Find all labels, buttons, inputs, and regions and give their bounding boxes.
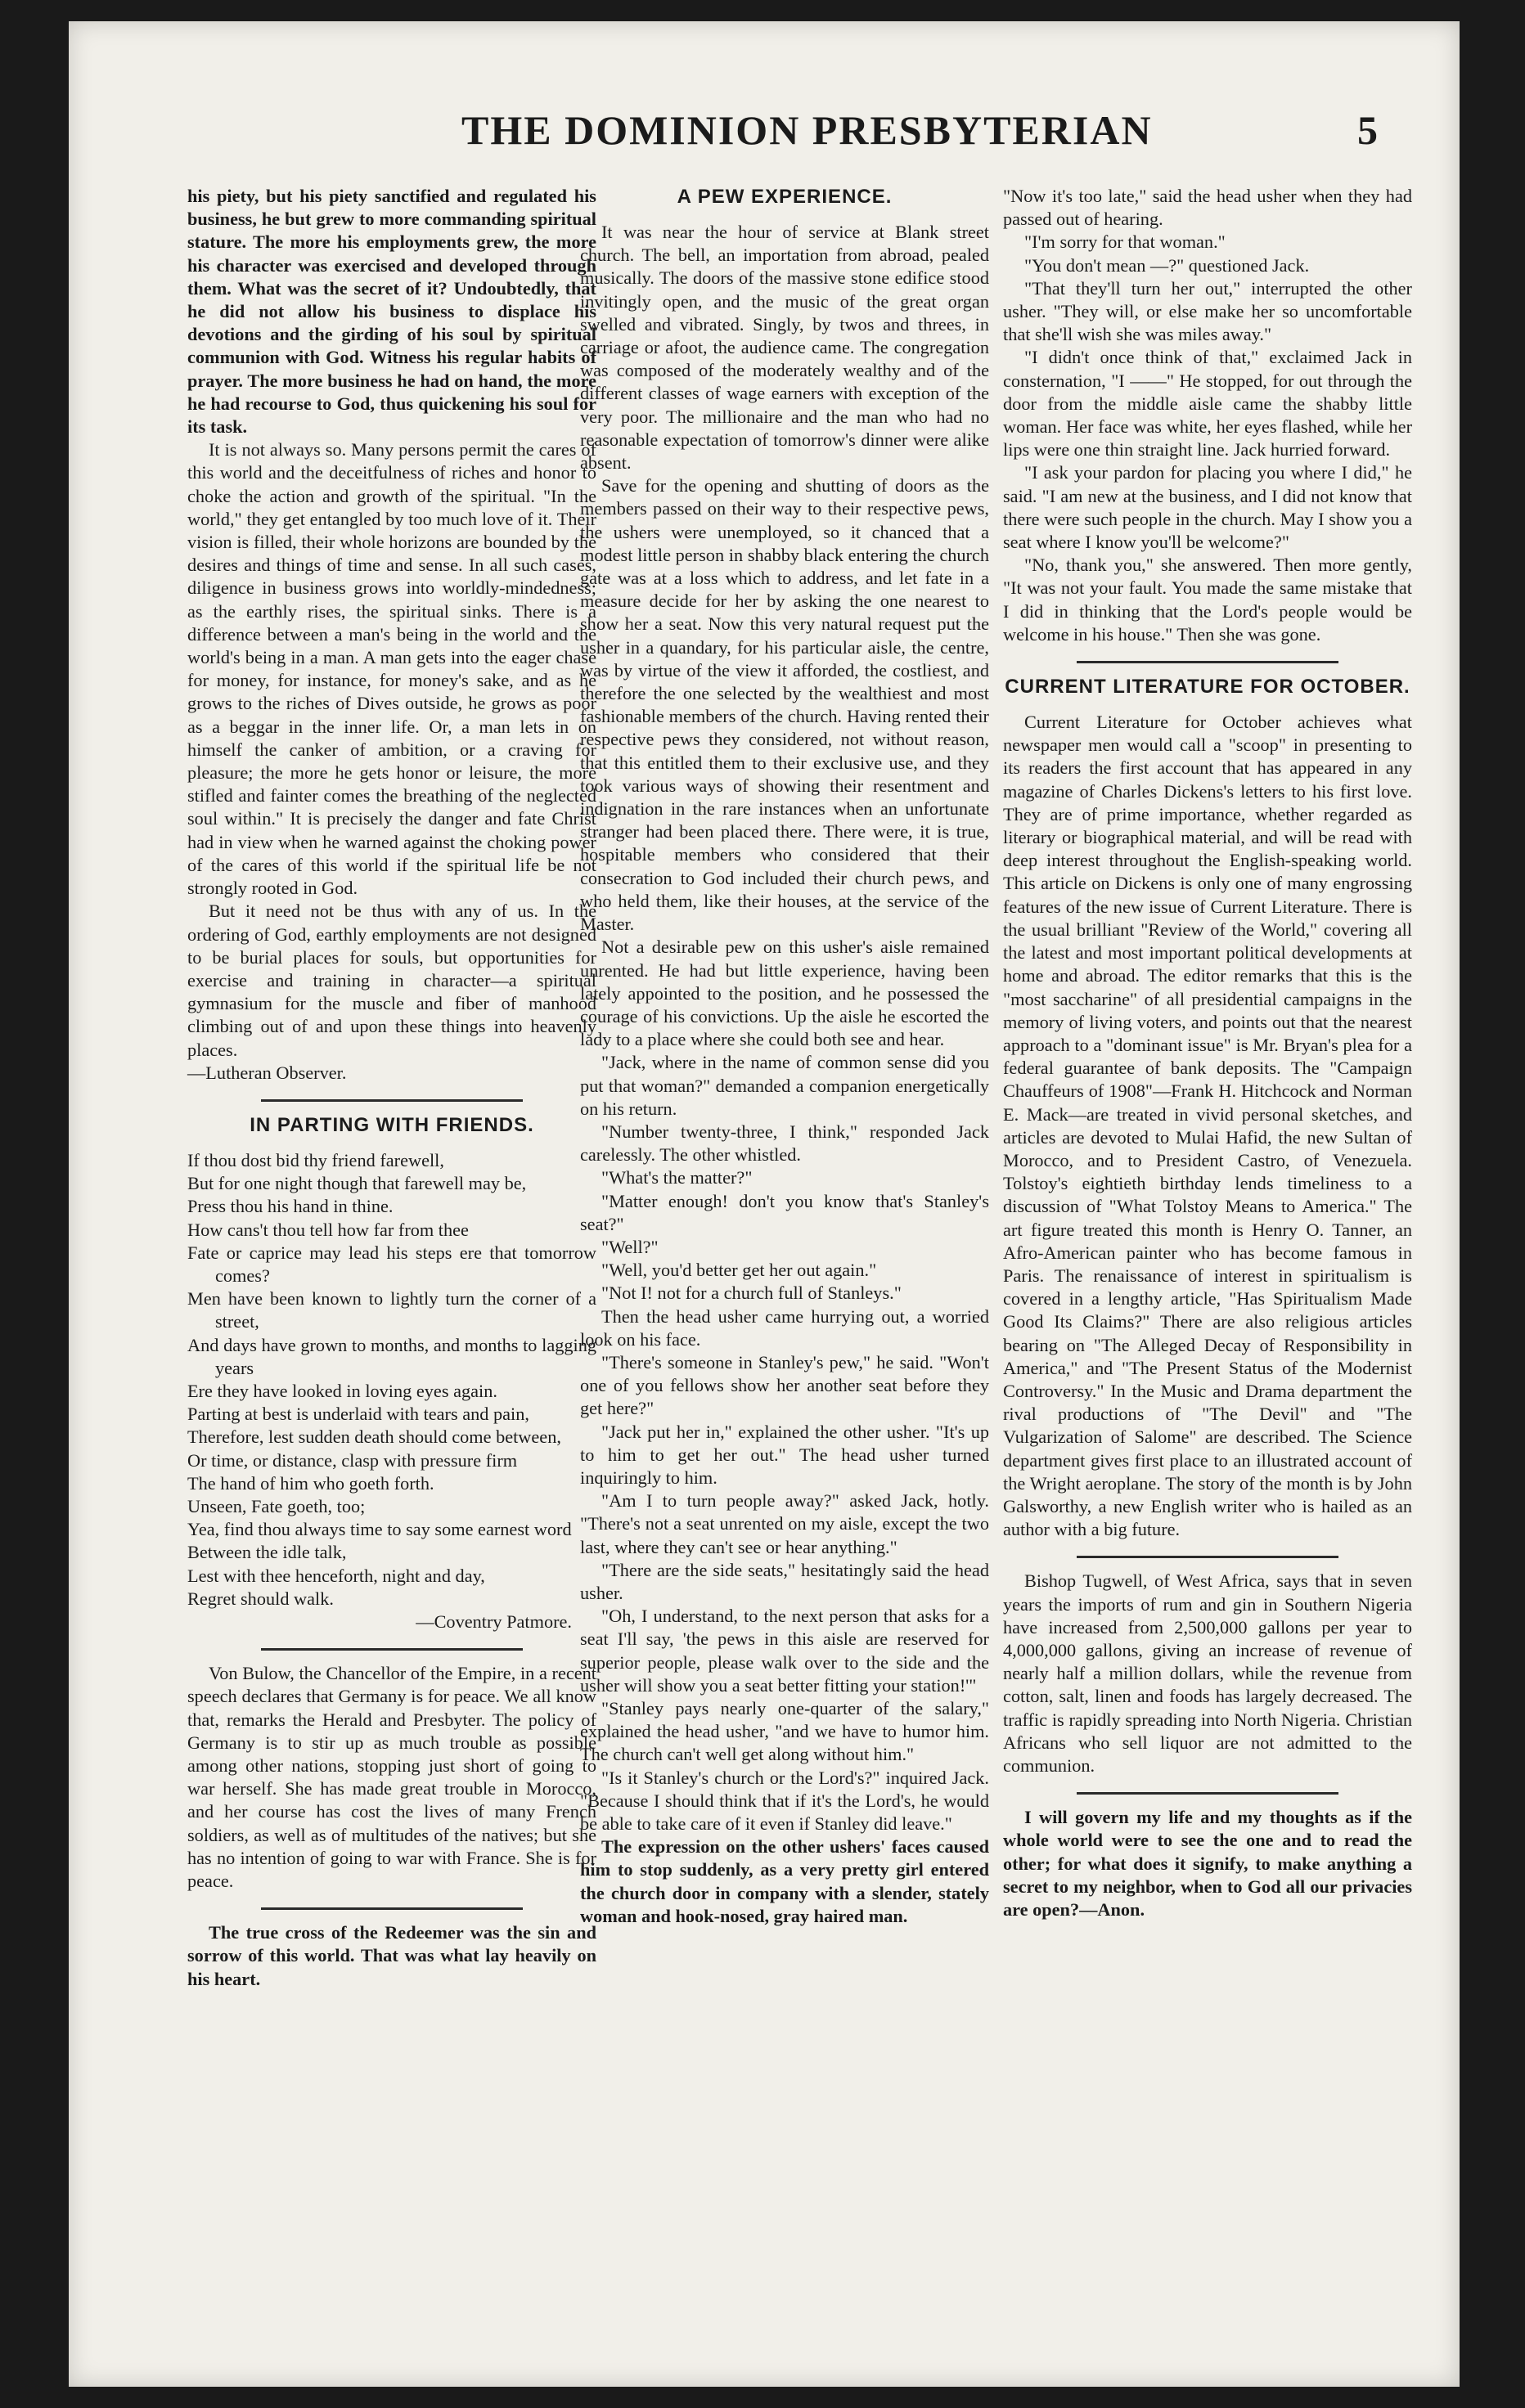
poem-line: And days have grown to months, and months to lagging years <box>187 1334 596 1378</box>
essay-credit: —Lutheran Observer. <box>187 1062 347 1083</box>
poem-line: Or time, or distance, clasp with pressure firm <box>187 1449 518 1471</box>
closing-quote: I will govern my life and my thoughts as if the whole world were to see the one and to read the other; for what does it signify, to make anything a secret to my neighbor, when to God all our privacies are open?—Anon. <box>1003 1807 1412 1921</box>
poem-line: Press thou his hand in thine. <box>187 1196 394 1217</box>
story-paragraph: "Stanley pays nearly one-quarter of the salary," explained the head usher, "and we have to humor him. The church can't well get along without him." <box>580 1698 989 1765</box>
essay-paragraph: But it need not be thus with any of us. In the ordering of God, earthly employments are not designed to be burial places for souls, but opportunities for exercise and training in character—a spiritual gymnasium for the muscle and fiber of manhood climbing out of and upon these things into heavenly places. <box>187 901 596 1060</box>
poem-title: IN PARTING WITH FRIENDS. <box>250 1113 534 1136</box>
story-paragraph: "Am I to turn people away?" asked Jack, hotly. "There's not a seat unrented on my aisle, except the two last, where they can't see or hear anything." <box>580 1490 989 1557</box>
divider <box>261 1907 523 1910</box>
divider <box>261 1648 523 1651</box>
story-paragraph: "Jack, where in the name of common sense did you put that woman?" demanded a companion energetically on his return. <box>580 1052 989 1119</box>
story-paragraph: "There's someone in Stanley's pew," he said. "Won't one of you fellows show her another seat before they get here?" <box>580 1351 989 1419</box>
poem <box>187 1149 596 1611</box>
masthead <box>69 97 1460 170</box>
story-paragraph: "Matter enough! don't you know that's Stanley's seat?" <box>580 1190 989 1234</box>
poem-line: Unseen, Fate goeth, too; <box>187 1495 366 1516</box>
poem-line: If thou dost bid thy friend farewell, <box>187 1149 444 1170</box>
story-paragraph: "I'm sorry for that woman." <box>1024 231 1226 253</box>
divider <box>1077 661 1338 663</box>
story-paragraph: The expression on the other ushers' faces caused him to stop suddenly, as a very pretty girl entered the church door in company with a slender, stately woman and hook-nosed, gray haired man. <box>580 1836 989 1926</box>
essay-paragraph: It is not always so. Many persons permit the cares of this world and the deceitfulness of riches and honor to choke the action and growth of the spiritual. "In the world," they get entangled by too much love of it. Their vision is filled, their whole horizons are bounded by the desires and things of time and sense. In all such cases, diligence in business grows into worldly-mindedness; as the earthly rises, the spiritual sinks. There is a difference between a man's being in the world and the world's being in a man. A man gets into the eager chase for money, for instance, for money's sake, and as he grows to the riches of Dives outside, he grows as poor as a beggar in the inner life. Or, a man lets in on himself the canker of ambition, or a craving for pleasure; the more he gets honor or leisure, the more stifled and fainter comes the breathing of the neglected soul within." It is precisely the danger and fate Christ had in view when he warned against the choking power of the cares of this world if the spiritual life be not strongly rooted in God. <box>187 439 596 899</box>
poem-line: Fate or caprice may lead his steps ere that tomorrow comes? <box>187 1242 596 1286</box>
story-paragraph: "That they'll turn her out," interrupted the other usher. "They will, or else make her so uncomfortable that she'll wish she was miles away." <box>1003 277 1412 345</box>
poem-line: How cans't thou tell how far from thee <box>187 1219 469 1240</box>
cross-paragraph: The true cross of the Redeemer was the sin and sorrow of this world. That was what lay heavily on his heart. <box>187 1922 596 1989</box>
story-paragraph: "Number twenty-three, I think," responded Jack carelessly. The other whistled. <box>580 1121 989 1166</box>
poem-line: Between the idle talk, <box>187 1542 347 1563</box>
pew-experience-heading: A PEW EXPERIENCE. <box>677 186 893 208</box>
divider <box>1077 1556 1338 1558</box>
story-paragraph: "I ask your pardon for placing you where I did," he said. "I am new at the business, and I did not know that there were such people in the church. May I show you a seat where I know you'll be welcome?" <box>1003 462 1412 553</box>
poem-line: But for one night though that farewell may be, <box>187 1173 527 1194</box>
story-paragraph: Not a desirable pew on this usher's aisle remained unrented. He had but little experience, having been lately appointed to the position, and he possessed the courage of his convictions. Up the aisle he escorted the lady to a place where she could both see and hear. <box>580 937 989 1050</box>
newspaper-page <box>69 21 1460 2387</box>
story-paragraph: "What's the matter?" <box>601 1167 753 1188</box>
poem-line: The hand of him who goeth forth. <box>187 1472 434 1494</box>
divider <box>261 1099 523 1102</box>
story-paragraph: "No, thank you," she answered. Then more gently, "It was not your fault. You made the same mistake that I did in thinking that the Lord's people would be welcome in his house." Then she was gone. <box>1003 555 1412 645</box>
bulow-paragraph: Von Bulow, the Chancellor of the Empire, in a recent speech declares that Germany is for peace. We all know that, remarks the Herald and Presbyter. The policy of Germany is to stir up as much trouble as possible among other nations, stopping just short of going to war herself. She has made great trouble in Morocco, and her course has cost the lives of many French soldiers, as well as of multitudes of the natives; but she has no intention of going to war with France. She is for peace. <box>187 1663 596 1892</box>
divider <box>1077 1792 1338 1795</box>
story-paragraph: Then the head usher came hurrying out, a worried look on his face. <box>580 1305 989 1350</box>
story-paragraph: Save for the opening and shutting of doors as the members passed on their way to their respective pews, the ushers were unemployed, so it chanced that a modest little person in shabby black entering the church gate was at a loss which to address, and let fate in a measure decide for her by asking the one nearest to show her a seat. Now this very natural request put the usher in a quandary, for his particular aisle, the centre, was by virtue of the view it afforded, the costliest, and therefore the one selected by the wealthiest and most fashionable members of the church. Having rented their respective pews they considered, not without reason, that this entitled them to their exclusive use, and they took various ways of showing their resentment and indignation in the rare instances when an unfortunate stranger had been placed there. There were, it is true, hospitable members who considered that their consecration to God included their church pews, and who held them, like their houses, at the service of the Master. <box>580 475 989 935</box>
tugwell-paragraph: Bishop Tugwell, of West Africa, says that in seven years the imports of rum and gin in Southern Nigeria have increased from 2,500,000 gallons per year to 4,000,000 gallons, giving an increase of revenue of nearly half a million dollars, while the revenue from cotton, salt, linen and foods has largely decreased. The traffic is rapidly spreading into North Nigeria. Christian Africans who sell liquor are not admitted to the communion. <box>1003 1570 1412 1776</box>
column-3 <box>1003 185 1412 1921</box>
essay-section <box>187 185 596 438</box>
story-paragraph: "There are the side seats," hesitatingly said the head usher. <box>580 1559 989 1603</box>
column-1 <box>187 185 596 1991</box>
poem-line: Ere they have looked in loving eyes again. <box>187 1380 497 1401</box>
story-paragraph: "Well, you'd better get her out again." <box>601 1260 877 1281</box>
story-paragraph: "I didn't once think of that," exclaimed Jack in consternation, "I ——" He stopped, for out through the door from the middle aisle came the shabby little woman. Her face was white, her eyes flashed, while her lips were one thin straight line. Jack hurried forward. <box>1003 347 1412 460</box>
story-paragraph: "Now it's too late," said the head usher when they had passed out of hearing. <box>1003 186 1412 230</box>
story-paragraph: It was near the hour of service at Blank street church. The bell, an importation from abroad, pealed musically. The doors of the massive stone edifice stood invitingly open, and the music of the great organ swelled and vibrated. Singly, by twos and threes, in carriage or afoot, the audience came. The congregation was composed of the moderately wealthy and of the different classes of wage earners with exception of the very poor. The millionaire and the man who had no reasonable expectation of tomorrow's dinner were alike absent. <box>580 222 989 474</box>
story-paragraph: "You don't mean —?" questioned Jack. <box>1024 254 1310 276</box>
newspaper-title: THE DOMINION PRESBYTERIAN <box>461 107 1153 153</box>
poem-line: Therefore, lest sudden death should come between, <box>187 1426 561 1448</box>
story-paragraph: "Well?" <box>601 1236 659 1257</box>
literature-paragraph: Current Literature for October achieves what newspaper men would call a "scoop" in presenting to its readers the first account that has appeared in any magazine of Charles Dickens's letters to his first love. They are of prime importance, whether regarded as literary or biographical material, and will be read with deep interest throughout the English-speaking world. This article on Dickens is only one of many engrossing features of the new issue of Current Literature. There is the usual brilliant "Review of the World," covering all the latest and most important political developments at home and abroad. The editor remarks that this is the "most saccharine" of all presidential campaigns in the memory of living voters, and points out that the nearest approach to a "dominant issue" is Mr. Bryan's plea for a federal guarantee of bank deposits. The "Campaign Chauffeurs of 1908"—Frank H. Hitchcock and Norman E. Mack—are treated in vivid personal sketches, and articles are devoted to Mulai Hafid, the new Sultan of Morocco, and to President Castro, of Venezuela. Tolstoy's eightieth birthday lends timeliness to a discussion of "What Tolstoy Means to America." The art figure treated this month is Henry O. Tanner, an Afro-American painter who has become famous in Paris. The renaissance of interest in spiritualism is covered in a lengthy article, "Has Spiritualism Made Good Its Claims?" There are also religious articles bearing on "The Alleged Decay of Responsibility in America," and "The Present Status of the Modernist Controversy." In the Music and Drama department the rival productions of "The Devil" and "The Vulgarization of Salome" are described. The Science department gives first place to an illustrated account of the Wright aeroplane. The story of the month is by John Galsworthy, a new English writer who is hailed as an author with a big future. <box>1003 712 1412 1540</box>
poem-credit: —Coventry Patmore. <box>416 1611 572 1632</box>
essay-paragraph: his piety, but his piety sanctified and regulated his business, he but grew to more commanding spiritual stature. The more his employments grew, the more his character was exercised and developed through them. What was the secret of it? Undoubtedly, that he did not allow his business to displace his devotions and the girding of his soul by spiritual communion with God. Witness his regular habits of prayer. The more business he had on hand, the more he had recourse to God, thus quickening his soul for its task. <box>187 186 596 438</box>
poem-line: Parting at best is underlaid with tears and pain, <box>187 1404 529 1425</box>
current-literature-heading: CURRENT LITERATURE FOR OCTOBER. <box>1005 676 1410 699</box>
column-2 <box>580 185 989 1928</box>
poem-line: Lest with thee henceforth, night and day, <box>187 1565 485 1586</box>
poem-line: Regret should walk. <box>187 1588 334 1609</box>
story-paragraph: "Jack put her in," explained the other usher. "It's up to him to get her out." The head usher turned inquiringly to him. <box>580 1421 989 1488</box>
page-number: 5 <box>1357 107 1378 153</box>
story-paragraph: "Not I! not for a church full of Stanleys." <box>601 1283 902 1304</box>
story-paragraph: "Is it Stanley's church or the Lord's?" inquired Jack. "Because I should think that if it's the Lord's, he would be able to take care of it even if Stanley did leave." <box>580 1767 989 1835</box>
poem-line: Men have been known to lightly turn the corner of a street, <box>187 1288 596 1332</box>
story-paragraph: "Oh, I understand, to the next person that asks for a seat I'll say, 'the pews in this aisle are reserved for superior people, please walk over to the side and the usher will show you a seat better fitting your station!'" <box>580 1606 989 1696</box>
poem-line: Yea, find thou always time to say some earnest word <box>187 1519 572 1540</box>
